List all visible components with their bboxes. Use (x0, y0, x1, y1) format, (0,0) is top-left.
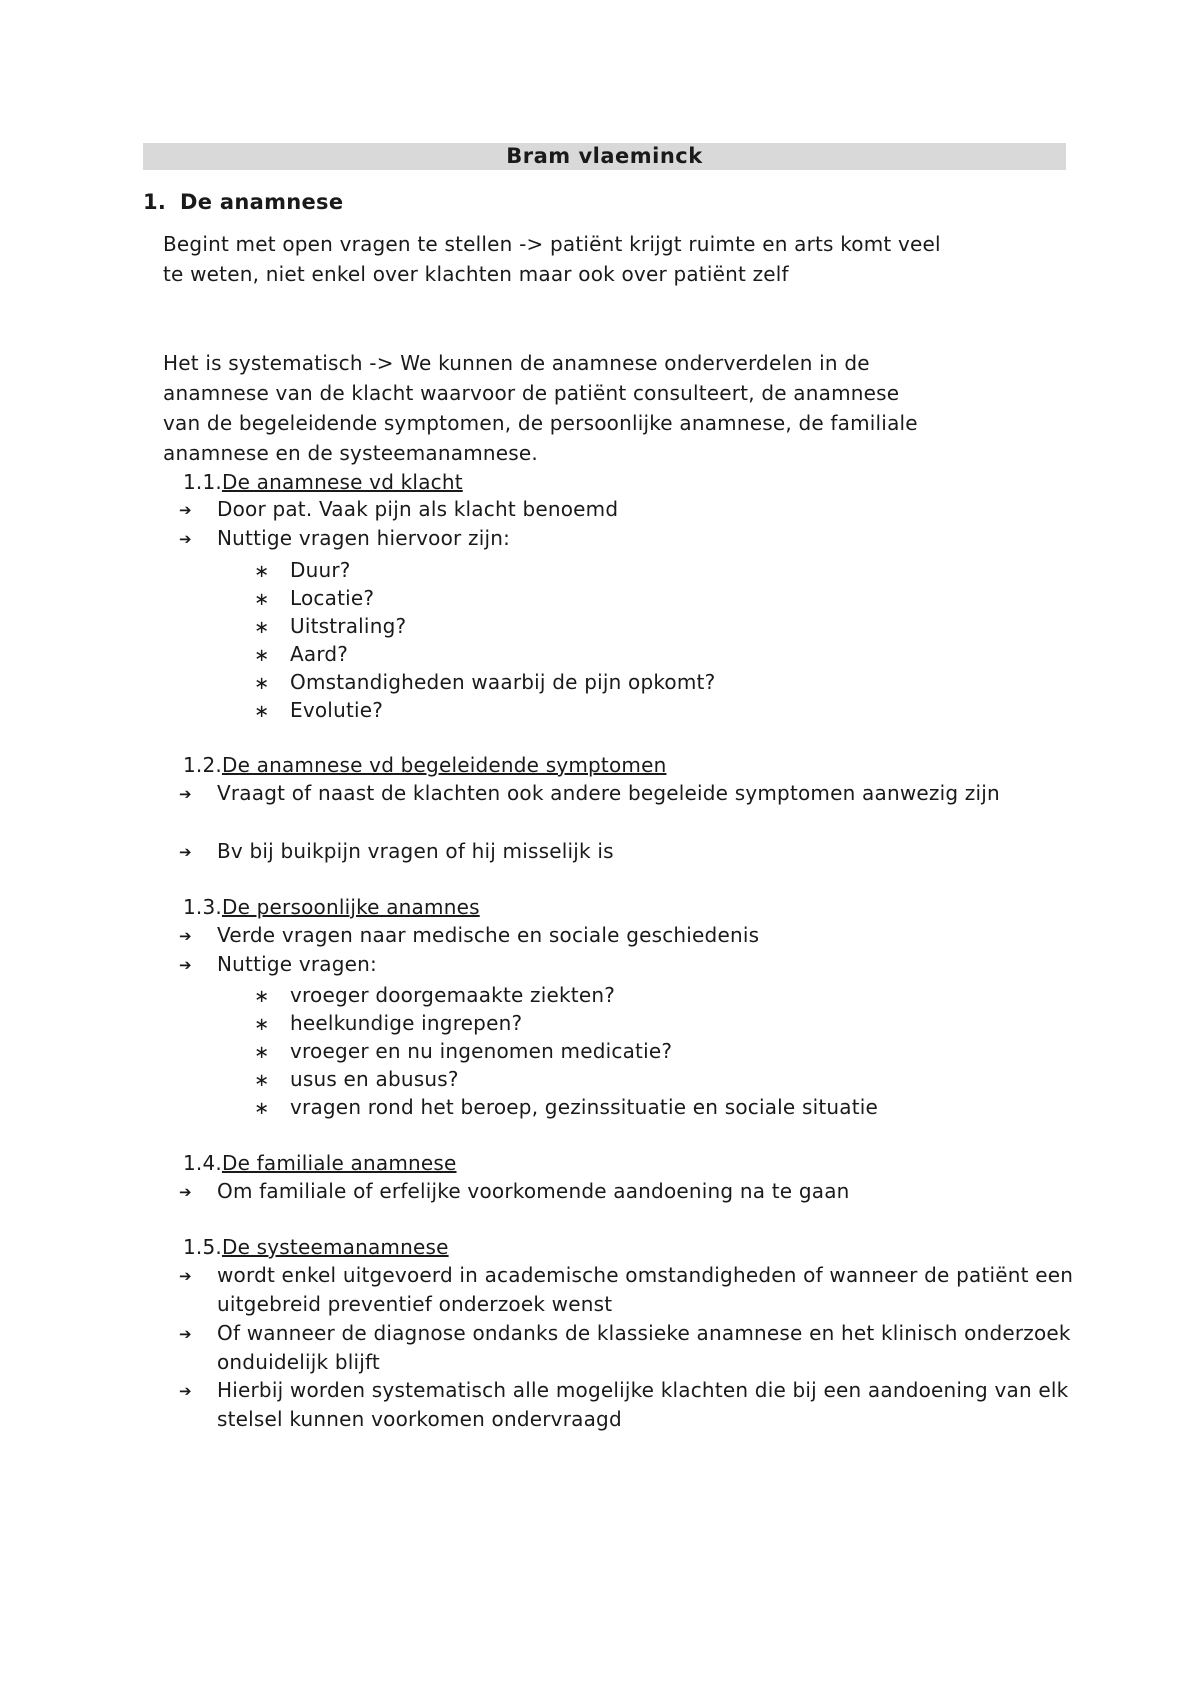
list-item (179, 495, 1079, 524)
subsection-heading-1-3 (183, 893, 480, 921)
asterisk-bullet-icon: ∗ (254, 1014, 270, 1035)
list-item (179, 779, 1079, 808)
list-item (179, 1261, 1079, 1319)
list-item (179, 837, 1079, 866)
asterisk-bullet-icon: ∗ (254, 701, 270, 722)
list-item-text: Of wanneer de diagnose ondanks de klassieke anamnese en het klinisch onderzoek onduidelijk blijft (217, 1321, 1071, 1374)
subsection-heading-1-1 (183, 468, 463, 496)
list-item (179, 524, 1079, 553)
sub-list-item-text: heelkundige ingrepen? (290, 1011, 523, 1035)
subsection-number: 1.2. (183, 753, 222, 777)
arrow-bullet-icon: ➔ (179, 1267, 192, 1285)
asterisk-bullet-icon: ∗ (254, 1070, 270, 1091)
arrow-bullet-icon: ➔ (179, 530, 192, 548)
list-item-text: Door pat. Vaak pijn als klacht benoemd (217, 497, 619, 521)
list-item-text: Hierbij worden systematisch alle mogelijke klachten die bij een aandoening van elk stelsel kunnen voorkomen ondervraagd (217, 1378, 1069, 1431)
asterisk-bullet-icon: ∗ (254, 617, 270, 638)
subsection-title: De anamnese vd klacht (221, 470, 463, 494)
subsection-number: 1.3. (183, 895, 222, 919)
arrow-bullet-icon: ➔ (179, 1325, 192, 1343)
subsection-heading-1-4 (183, 1149, 457, 1177)
sub-list-item (254, 1009, 522, 1037)
arrow-bullet-icon: ➔ (179, 1183, 192, 1201)
document-title: Bram vlaeminck (143, 143, 1066, 170)
subsection-title: De familiale anamnese (221, 1151, 457, 1175)
arrow-bullet-icon: ➔ (179, 1382, 192, 1400)
sub-list-item (254, 1037, 672, 1065)
sub-list-item (254, 981, 615, 1009)
sub-list-item (254, 612, 406, 640)
subsection-title: De persoonlijke anamnes (221, 895, 480, 919)
intro-paragraph-1: Begint met open vragen te stellen -> patiënt krijgt ruimte en arts komt veel te weten, niet enkel over klachten maar ook over patiënt zelf (163, 232, 941, 286)
list-item (179, 921, 1079, 950)
subsection-title: De systeemanamnese (221, 1235, 449, 1259)
sub-list-item-text: Omstandigheden waarbij de pijn opkomt? (290, 670, 716, 694)
sub-list-item-text: usus en abusus? (290, 1067, 459, 1091)
asterisk-bullet-icon: ∗ (254, 673, 270, 694)
list-item-text: Verde vragen naar medische en sociale geschiedenis (217, 923, 760, 947)
arrow-bullet-icon: ➔ (179, 843, 192, 861)
list-item-text: Nuttige vragen hiervoor zijn: (217, 526, 511, 550)
sub-list-item (254, 696, 383, 724)
list-item (179, 950, 1079, 979)
asterisk-bullet-icon: ∗ (254, 1098, 270, 1119)
sub-list-item-text: Uitstraling? (290, 614, 407, 638)
sub-list-item-text: Locatie? (290, 586, 375, 610)
arrow-bullet-icon: ➔ (179, 956, 192, 974)
sub-list-item (254, 556, 351, 584)
list-item-text: Om familiale of erfelijke voorkomende aandoening na te gaan (217, 1179, 850, 1203)
sub-list-item-text: vragen rond het beroep, gezinssituatie en sociale situatie (290, 1095, 879, 1119)
subsection-number: 1.5. (183, 1235, 222, 1259)
list-item (179, 1319, 1079, 1377)
arrow-bullet-icon: ➔ (179, 927, 192, 945)
sub-list-item (254, 584, 374, 612)
section-heading (143, 188, 343, 216)
arrow-bullet-icon: ➔ (179, 501, 192, 519)
sub-list-item-text: vroeger en nu ingenomen medicatie? (290, 1039, 673, 1063)
asterisk-bullet-icon: ∗ (254, 645, 270, 666)
intro-paragraph-2: Het is systematisch -> We kunnen de anamnese onderverdelen in de anamnese van de klacht waarvoor de patiënt consulteert, de anamnese van de begeleidende symptomen, de persoonlijke anamnese, de familiale anamnese en de systeemanamnese. (163, 351, 918, 465)
asterisk-bullet-icon: ∗ (254, 986, 270, 1007)
list-item-text: Bv bij buikpijn vragen of hij misselijk is (217, 839, 614, 863)
sub-list-item-text: Duur? (290, 558, 351, 582)
sub-list-item-text: vroeger doorgemaakte ziekten? (290, 983, 616, 1007)
section-number: 1. (143, 190, 167, 214)
asterisk-bullet-icon: ∗ (254, 561, 270, 582)
list-item (179, 1177, 1079, 1206)
subsection-heading-1-5 (183, 1233, 449, 1261)
asterisk-bullet-icon: ∗ (254, 589, 270, 610)
subsection-title: De anamnese vd begeleidende symptomen (221, 753, 667, 777)
subsection-heading-1-2 (183, 751, 666, 779)
list-item (179, 1376, 1079, 1434)
sub-list-item-text: Evolutie? (290, 698, 384, 722)
section-title: De anamnese (180, 190, 344, 214)
sub-list-item (254, 1065, 459, 1093)
list-item-text: wordt enkel uitgevoerd in academische omstandigheden of wanneer de patiënt een uitgebreid preventief onderzoek wenst (217, 1263, 1074, 1316)
sub-list-item-text: Aard? (290, 642, 349, 666)
arrow-bullet-icon: ➔ (179, 785, 192, 803)
sub-list-item (254, 668, 715, 696)
subsection-number: 1.1. (183, 470, 222, 494)
sub-list-item (254, 640, 348, 668)
subsection-number: 1.4. (183, 1151, 222, 1175)
sub-list-item (254, 1093, 878, 1121)
asterisk-bullet-icon: ∗ (254, 1042, 270, 1063)
list-item-text: Nuttige vragen: (217, 952, 377, 976)
list-item-text: Vraagt of naast de klachten ook andere begeleide symptomen aanwezig zijn (217, 781, 1000, 805)
